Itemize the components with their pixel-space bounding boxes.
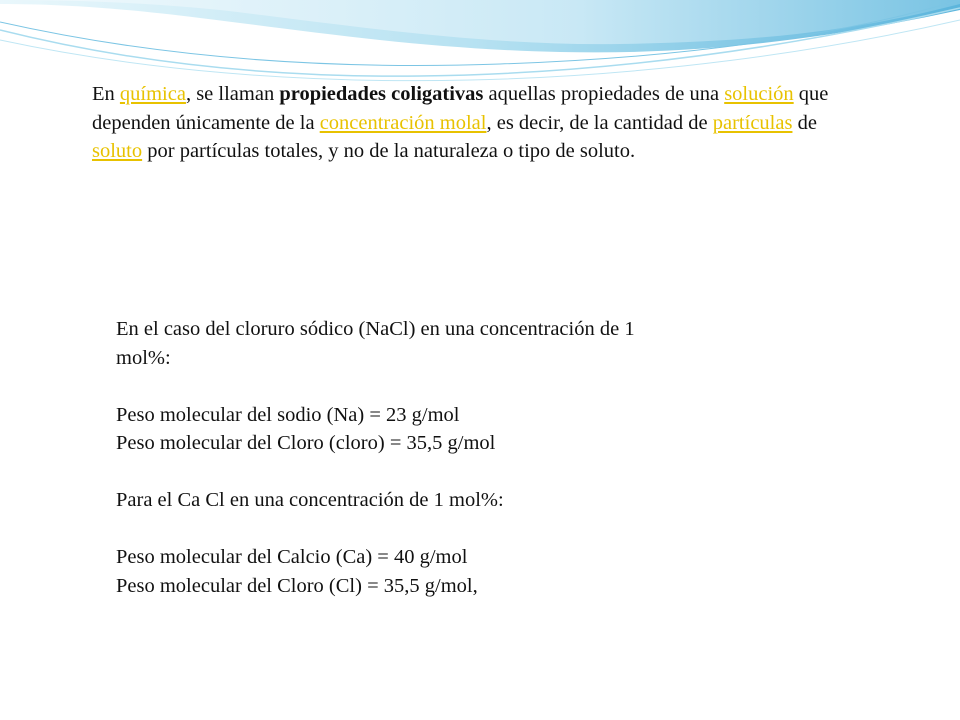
cacl-intro-line: Para el Ca Cl en una concentración de 1 mol%: bbox=[116, 489, 504, 511]
sodium-weight-line: Peso molecular del sodio (Na) = 23 g/mol bbox=[116, 403, 460, 426]
text-segment: En bbox=[92, 83, 120, 105]
term-propiedades-coligativas: propiedades coligativas bbox=[279, 83, 484, 105]
nacl-intro-line-1: En el caso del cloruro sódico (NaCl) en una concentración de 1 bbox=[116, 318, 635, 340]
molecular-weights-block bbox=[116, 315, 776, 600]
nacl-intro-line-2: mol%: bbox=[116, 346, 171, 369]
chlorine-weight-line-1: Peso molecular del Cloro (cloro) = 35,5 g/mol bbox=[116, 432, 496, 454]
text-segment: que dependen únicamente de la bbox=[92, 83, 829, 134]
link-quimica[interactable]: química bbox=[119, 83, 186, 105]
link-concentracion-molal[interactable]: concentración molal bbox=[319, 111, 487, 134]
spacer bbox=[116, 372, 776, 401]
link-soluto[interactable]: soluto bbox=[92, 140, 143, 162]
text-segment: , es decir, de la cantidad de bbox=[486, 111, 713, 134]
text-segment: por partículas totales, y no de la naturaleza o tipo de soluto. bbox=[142, 140, 636, 162]
chlorine-weight-line-2: Peso molecular del Cloro (Cl) = 35,5 g/mol, bbox=[116, 574, 478, 597]
spacer bbox=[116, 458, 776, 487]
calcium-weight-line: Peso molecular del Calcio (Ca) = 40 g/mol bbox=[116, 546, 468, 568]
link-solucion[interactable]: solución bbox=[724, 83, 794, 105]
spacer bbox=[116, 515, 776, 544]
link-particulas[interactable]: partículas bbox=[712, 111, 793, 134]
text-segment: , se llaman bbox=[185, 83, 280, 105]
coligative-properties-paragraph bbox=[92, 80, 852, 166]
text-segment: de bbox=[792, 111, 817, 134]
text-segment: aquellas propiedades de una bbox=[483, 83, 725, 105]
